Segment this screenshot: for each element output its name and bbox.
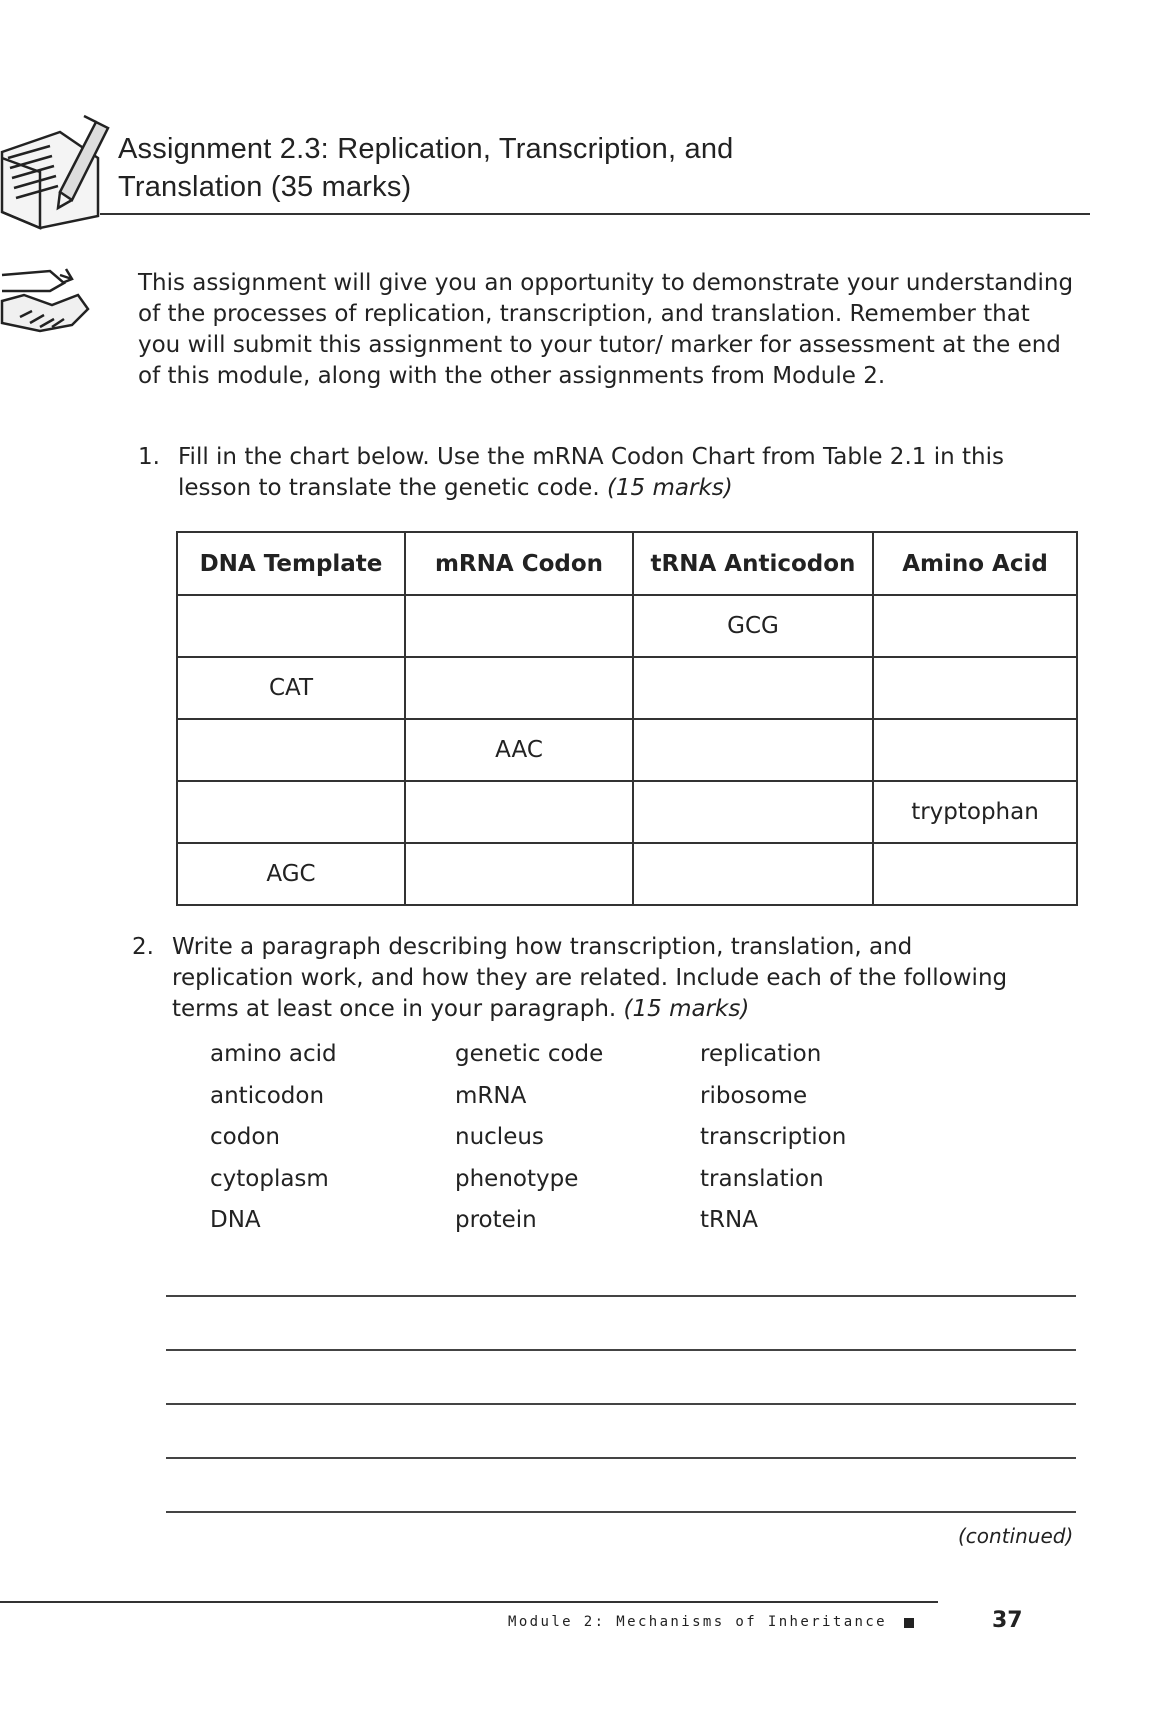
question-2-line-1: Write a paragraph describing how transcription, translation, and [172,934,913,960]
table-row [177,595,1077,657]
codon-chart-table [176,531,1078,906]
question-2-marks: (15 marks) [623,996,750,1022]
table-cell[interactable] [405,843,633,905]
list-item: tRNA [700,1207,758,1233]
header-trna-anticodon: tRNA Anticodon [633,532,873,595]
header-mrna-codon: mRNA Codon [405,532,633,595]
table-cell[interactable] [405,781,633,843]
answer-line[interactable] [166,1511,1076,1513]
page-title [118,130,734,206]
term-column-1 [210,1034,337,1242]
list-item: DNA [210,1207,261,1233]
table-row [177,719,1077,781]
list-item: mRNA [455,1082,527,1109]
table-cell[interactable] [405,595,633,657]
list-item: ribosome [700,1082,808,1109]
square-bullet-icon [904,1618,914,1628]
question-2-line-3: terms at least once in your paragraph. [172,996,617,1022]
table-cell[interactable] [873,843,1077,905]
table-cell[interactable]: AGC [177,843,405,905]
list-item: codon [210,1124,280,1150]
list-item: genetic code [455,1041,604,1067]
header-dna-template: DNA Template [177,532,405,595]
table-cell[interactable]: tryptophan [873,781,1077,843]
table-cell[interactable] [633,719,873,781]
question-1-line-2: lesson to translate the genetic code. [178,475,600,501]
answer-line[interactable] [166,1295,1076,1297]
page-number: 37 [992,1608,1023,1633]
title-line-1: Assignment 2.3: Replication, Transcription, and [118,133,734,165]
footer-divider [0,1601,938,1603]
continued-note: (continued) [958,1524,1074,1548]
header-amino-acid: Amino Acid [873,532,1077,595]
question-1-marks: (15 marks) [606,475,733,501]
table-cell[interactable]: AAC [405,719,633,781]
table-cell[interactable] [633,781,873,843]
table-header-row [177,532,1077,595]
intro-paragraph: This assignment will give you an opportunity to demonstrate your understanding of the processes of replication, transcription, and translation. Remember that you will submit this assignment to your tutor/ marker for assessment at the end of this module, along with the other assignments from Module 2. [138,270,1074,389]
table-cell[interactable] [873,657,1077,719]
list-item: replication [700,1041,822,1067]
list-item: protein [455,1207,537,1233]
table-cell[interactable] [873,719,1077,781]
list-item: cytoplasm [210,1165,329,1192]
question-1 [138,442,1098,506]
assignment-pencil-icon [0,112,110,230]
question-1-number: 1. [138,444,160,470]
list-item: translation [700,1165,824,1192]
title-divider [100,213,1090,215]
table-cell[interactable] [873,595,1077,657]
list-item: amino acid [210,1041,337,1067]
term-column-3 [700,1034,846,1242]
question-2 [132,932,1092,1027]
question-2-number: 2. [132,934,154,960]
table-cell[interactable] [633,657,873,719]
table-row [177,843,1077,905]
list-item: anticodon [210,1082,325,1109]
question-1-line-1: Fill in the chart below. Use the mRNA Codon Chart from Table 2.1 in this [178,444,1004,470]
table-cell[interactable]: GCG [633,595,873,657]
term-column-2 [455,1034,603,1242]
list-item: nucleus [455,1124,544,1150]
table-row [177,781,1077,843]
table-cell[interactable] [177,781,405,843]
handshake-icon [0,265,100,355]
list-item: transcription [700,1124,847,1150]
table-cell[interactable] [633,843,873,905]
table-cell[interactable] [177,719,405,781]
table-row [177,657,1077,719]
footer-module-text: Module 2: Mechanisms of Inheritance [508,1614,888,1630]
answer-line[interactable] [166,1349,1076,1351]
table-cell[interactable]: CAT [177,657,405,719]
title-line-2: Translation (35 marks) [118,171,412,203]
question-2-line-2: replication work, and how they are related. Include each of the following [172,965,1008,991]
table-cell[interactable] [405,657,633,719]
table-cell[interactable] [177,595,405,657]
list-item: phenotype [455,1165,579,1192]
answer-line[interactable] [166,1457,1076,1459]
answer-line[interactable] [166,1403,1076,1405]
